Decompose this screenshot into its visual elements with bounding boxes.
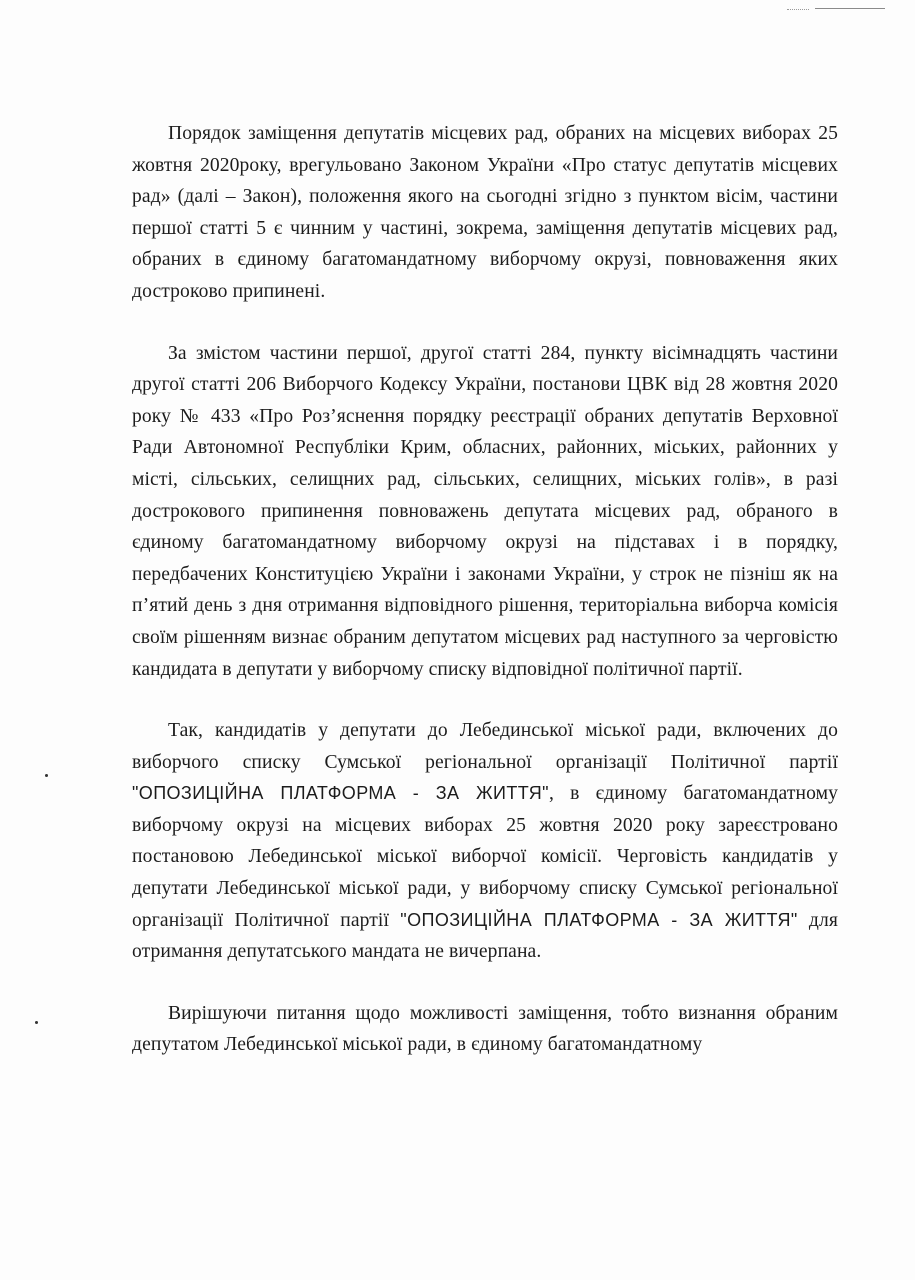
- party-name: "ОПОЗИЦІЙНА ПЛАТФОРМА - ЗА ЖИТТЯ": [132, 783, 549, 804]
- scan-speck: [45, 774, 48, 777]
- paragraph-text: Так, кандидатів у депутати до Лебединської міської ради, включених до виборчого списку Сумської регіональної організації Політичної партії: [132, 720, 838, 773]
- document-body: [132, 118, 838, 1061]
- paragraph-2: [132, 338, 838, 686]
- scan-mark-dots: [787, 9, 809, 11]
- paragraph-text: , в єдиному багатомандатному виборчому окрузі на місцевих виборах 25 жовтня 2020 року зареєстровано постановою Лебединської міської виборчої комісії. Черговість кандидатів у депутати Лебединської міської ради, у виборчому списку Сумської регіональної організації Політичної партії: [132, 783, 838, 931]
- party-name: "ОПОЗИЦІЙНА ПЛАТФОРМА - ЗА ЖИТТЯ": [400, 909, 798, 930]
- paragraph-1: [132, 118, 838, 308]
- paragraph-4: [132, 998, 838, 1061]
- scan-speck: [35, 1021, 38, 1024]
- paragraph-text: Вирішуючи питання щодо можливості заміщення, тобто визнання обраним депутатом Лебединської міської ради, в єдиному багатомандатному: [132, 1002, 838, 1056]
- scan-mark-line: [815, 8, 885, 9]
- paragraph-3: [132, 715, 838, 968]
- paragraph-text: для отримання депутатського мандата не вичерпана.: [132, 909, 838, 963]
- paragraph-text: Порядок заміщення депутатів місцевих рад, обраних на місцевих виборах 25 жовтня 2020року, врегульовано Законом України «Про статус депутатів місцевих рад» (далі – Закон), положення якого на сьогодні згідно з пунктом вісім, частини першої статті 5 є чинним у частині, зокрема, заміщення депутатів місцевих рад, обраних в єдиному багатомандатному виборчому окрузі, повноваження яких достроково припинені.: [132, 123, 838, 302]
- paragraph-text: За змістом частини першої, другої статті 284, пункту вісімнадцять частини другої статті 206 Виборчого Кодексу України, постанови ЦВК від 28 жовтня 2020 року № 433 «Про Роз’яснення порядку реєстрації обраних депутатів Верховної Ради Автономної Республіки Крим, обласних, районних, міських, районних у місті, сільських, селищних рад, сільських, селищних, міських голів», в разі дострокового припинення повноважень депутата місцевих рад, обраного в єдиному багатомандатному виборчому окрузі на підставах і в порядку, передбачених Конституцією України і законами України, у строк не пізніш як на п’ятий день з дня отримання відповідного рішення, територіальна виборча комісія своїм рішенням визнає обраним депутатом місцевих рад наступного за черговістю кандидата в депутати у виборчому списку відповідної політичної партії.: [132, 342, 838, 680]
